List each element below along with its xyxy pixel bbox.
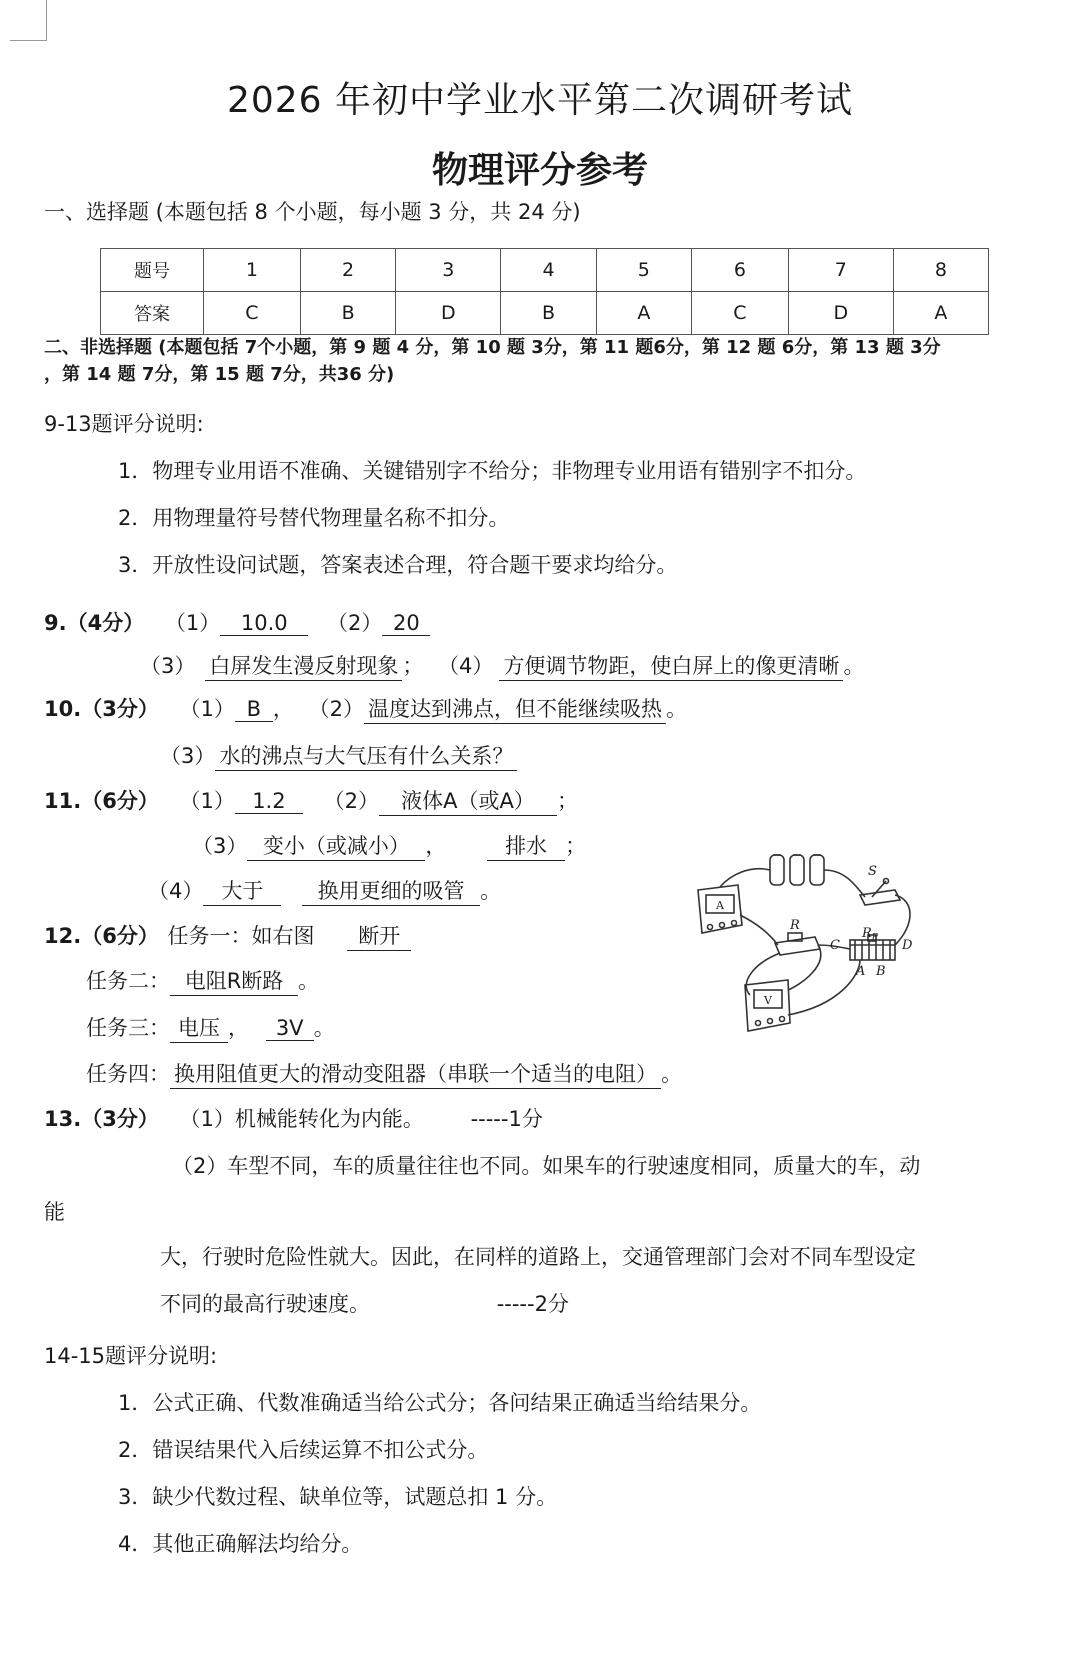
q9-part3: （3） — [140, 654, 196, 678]
battery-icon — [770, 855, 824, 885]
table-cell: A — [893, 292, 988, 335]
table-cell: C — [204, 292, 301, 335]
table-row-answers — [101, 292, 989, 335]
q12-task2-text: 任务二： — [86, 969, 170, 993]
label-s: S — [868, 864, 877, 879]
q11-part4: （4） — [148, 879, 204, 903]
table-cell: 6 — [691, 249, 788, 292]
q11-answer3: 变小（或减小） — [247, 830, 425, 861]
q10-part2: （2） — [308, 697, 364, 721]
q12-task1-text: 任务一：如右图 — [167, 924, 315, 948]
q11-answer-line2 — [192, 830, 586, 861]
table-cell: D — [788, 292, 893, 335]
label-b: B — [876, 964, 886, 979]
q11-answer1: 1.2 — [235, 789, 303, 814]
label-r: R — [790, 918, 800, 933]
section1-heading: 一、选择题 (本题包括 8 个小题，每小题 3 分，共 24 分) — [44, 200, 581, 224]
q11-part2: （2） — [323, 789, 379, 813]
table-cell: 1 — [204, 249, 301, 292]
q10-part3: （3） — [160, 744, 216, 768]
q11-answer2: 液体A（或A） — [379, 785, 557, 816]
notes-9-13-heading: 9-13题评分说明: — [44, 412, 204, 436]
q9-part1: （1） — [164, 611, 221, 635]
q12-task4-text: 任务四： — [86, 1062, 170, 1086]
q11-semicolon-2: ； — [565, 834, 587, 858]
q11-answer-line3 — [148, 875, 501, 906]
notes-14-15-heading: 14-15题评分说明: — [44, 1344, 218, 1368]
q10-end: 。 — [665, 697, 687, 721]
q11-semicolon: ； — [556, 789, 578, 813]
q13-score1: -----1分 — [470, 1107, 543, 1131]
table-cell: B — [300, 292, 395, 335]
q10-comma: ， — [272, 697, 294, 721]
q13-line5-text: 不同的最高行驶速度。 — [160, 1292, 370, 1316]
list-item: 1．公式正确、代数准确适当给公式分；各问结果正确适当给结果分。 — [118, 1391, 762, 1415]
q13-label: 13.（3分） — [44, 1107, 159, 1131]
q12-task3-comma: ， — [228, 1016, 249, 1040]
row-label-question: 题号 — [101, 249, 204, 292]
table-cell: D — [396, 292, 501, 335]
circuit-diagram — [690, 845, 935, 1055]
list-item: 1．物理专业用语不准确、关键错别字不给分；非物理专业用语有错别字不扣分。 — [118, 459, 867, 483]
q11-answer3b: 排水 — [487, 830, 565, 861]
q11-end: 。 — [480, 879, 502, 903]
q11-answer-line1 — [44, 785, 578, 816]
answer-table — [100, 248, 989, 335]
table-cell: 5 — [596, 249, 691, 292]
label-a: A — [856, 964, 866, 979]
table-cell: 8 — [893, 249, 988, 292]
label-c: C — [830, 938, 840, 953]
q10-answer1: B — [235, 697, 273, 722]
q12-task3 — [86, 1012, 335, 1043]
q9-end: 。 — [843, 654, 865, 678]
q9-separator: ； — [402, 654, 424, 678]
q13-line5 — [160, 1288, 569, 1318]
table-cell: 4 — [501, 249, 596, 292]
list-item: 2．用物理量符号替代物理量名称不扣分。 — [118, 506, 510, 530]
q9-answer1: 10.0 — [220, 611, 308, 636]
table-cell: 7 — [788, 249, 893, 292]
list-item: 4．其他正确解法均给分。 — [118, 1532, 363, 1556]
switch-icon — [860, 879, 900, 906]
q13-part1: （1）机械能转化为内能。 — [179, 1107, 424, 1131]
q11-answer4: 大于 — [203, 875, 281, 906]
q10-part1: （1） — [179, 697, 235, 721]
q11-label: 11.（6分） — [44, 789, 159, 813]
q12-task4-end: 。 — [661, 1062, 682, 1086]
q9-label: 9.（4分） — [44, 611, 145, 635]
q12-task3-answer2: 3V — [266, 1016, 314, 1041]
label-d: D — [902, 938, 913, 953]
q9-answer-line1 — [44, 607, 430, 637]
q12-task4-answer: 换用阻值更大的滑动变阻器（串联一个适当的电阻） — [170, 1058, 661, 1089]
q11-part1: （1） — [179, 789, 235, 813]
label-rp: $R_P$ — [862, 926, 878, 943]
list-item: 3．缺少代数过程、缺单位等，试题总扣 1 分。 — [118, 1485, 558, 1509]
q10-label: 10.（3分） — [44, 697, 159, 721]
q9-answer3: 白屏发生漫反射现象 — [205, 650, 402, 681]
row-label-answer: 答案 — [101, 292, 204, 335]
section2-heading-line1: 二、非选择题 (本题包括 7个小题，第 9 题 4 分，第 10 题 3分，第 11 题6分，第 12 题 6分，第 13 题 3分 — [44, 337, 941, 358]
q12-task3-text: 任务三： — [86, 1016, 170, 1040]
q12-task3-end: 。 — [313, 1016, 335, 1040]
exam-title: 2026 年初中学业水平第二次调研考试 — [226, 80, 854, 121]
q11-part3: （3） — [192, 834, 248, 858]
q12-task3-answer1: 电压 — [170, 1012, 228, 1043]
q12-task4 — [86, 1058, 682, 1089]
q10-answer-line1 — [44, 693, 687, 724]
q12-task2 — [86, 965, 319, 996]
q11-answer4b: 换用更细的吸管 — [302, 875, 480, 906]
q12-label: 12.（6分） — [44, 924, 159, 948]
q13-line2: （2）车型不同，车的质量往往也不同。如果车的行驶速度相同，质量大的车，动 — [172, 1154, 921, 1178]
table-cell: A — [596, 292, 691, 335]
section2-heading-line2: ，第 14 题 7分，第 15 题 7分，共36 分) — [44, 364, 395, 385]
q10-answer3: 水的沸点与大气压有什么关系？ — [215, 740, 517, 771]
q11-comma: ， — [425, 834, 447, 858]
q9-answer2: 20 — [382, 611, 430, 636]
table-row-numbers — [101, 249, 989, 292]
q10-answer2: 温度达到沸点，但不能继续吸热 — [364, 693, 666, 724]
q12-task2-end: 。 — [298, 969, 319, 993]
q13-line4: 大，行驶时危险性就大。因此，在同样的道路上，交通管理部门会对不同车型设定 — [160, 1245, 916, 1269]
table-cell: C — [691, 292, 788, 335]
q12-task1-answer: 断开 — [347, 920, 411, 951]
table-cell: 2 — [300, 249, 395, 292]
q13-line3: 能 — [44, 1200, 65, 1224]
list-item: 3．开放性设问试题，答案表述合理，符合题干要求均给分。 — [118, 553, 678, 577]
q13-score2: -----2分 — [496, 1292, 569, 1316]
q9-answer4: 方便调节物距，使白屏上的像更清晰 — [499, 650, 843, 681]
label-ammeter: A — [716, 899, 724, 912]
q9-answer-line2 — [140, 650, 864, 681]
crop-mark — [10, 0, 47, 41]
q10-answer-line2 — [160, 740, 517, 771]
list-item: 2．错误结果代入后续运算不扣公式分。 — [118, 1438, 489, 1462]
q13-line1 — [44, 1103, 543, 1133]
table-cell: 3 — [396, 249, 501, 292]
table-cell: B — [501, 292, 596, 335]
page-subtitle: 物理评分参考 — [431, 150, 648, 191]
q9-part2: （2） — [326, 611, 383, 635]
resistor-icon — [775, 933, 820, 955]
q12-task1 — [44, 920, 411, 951]
q12-task2-answer: 电阻R断路 — [170, 965, 298, 996]
label-voltmeter: V — [764, 994, 772, 1007]
q9-part4: （4） — [438, 654, 494, 678]
